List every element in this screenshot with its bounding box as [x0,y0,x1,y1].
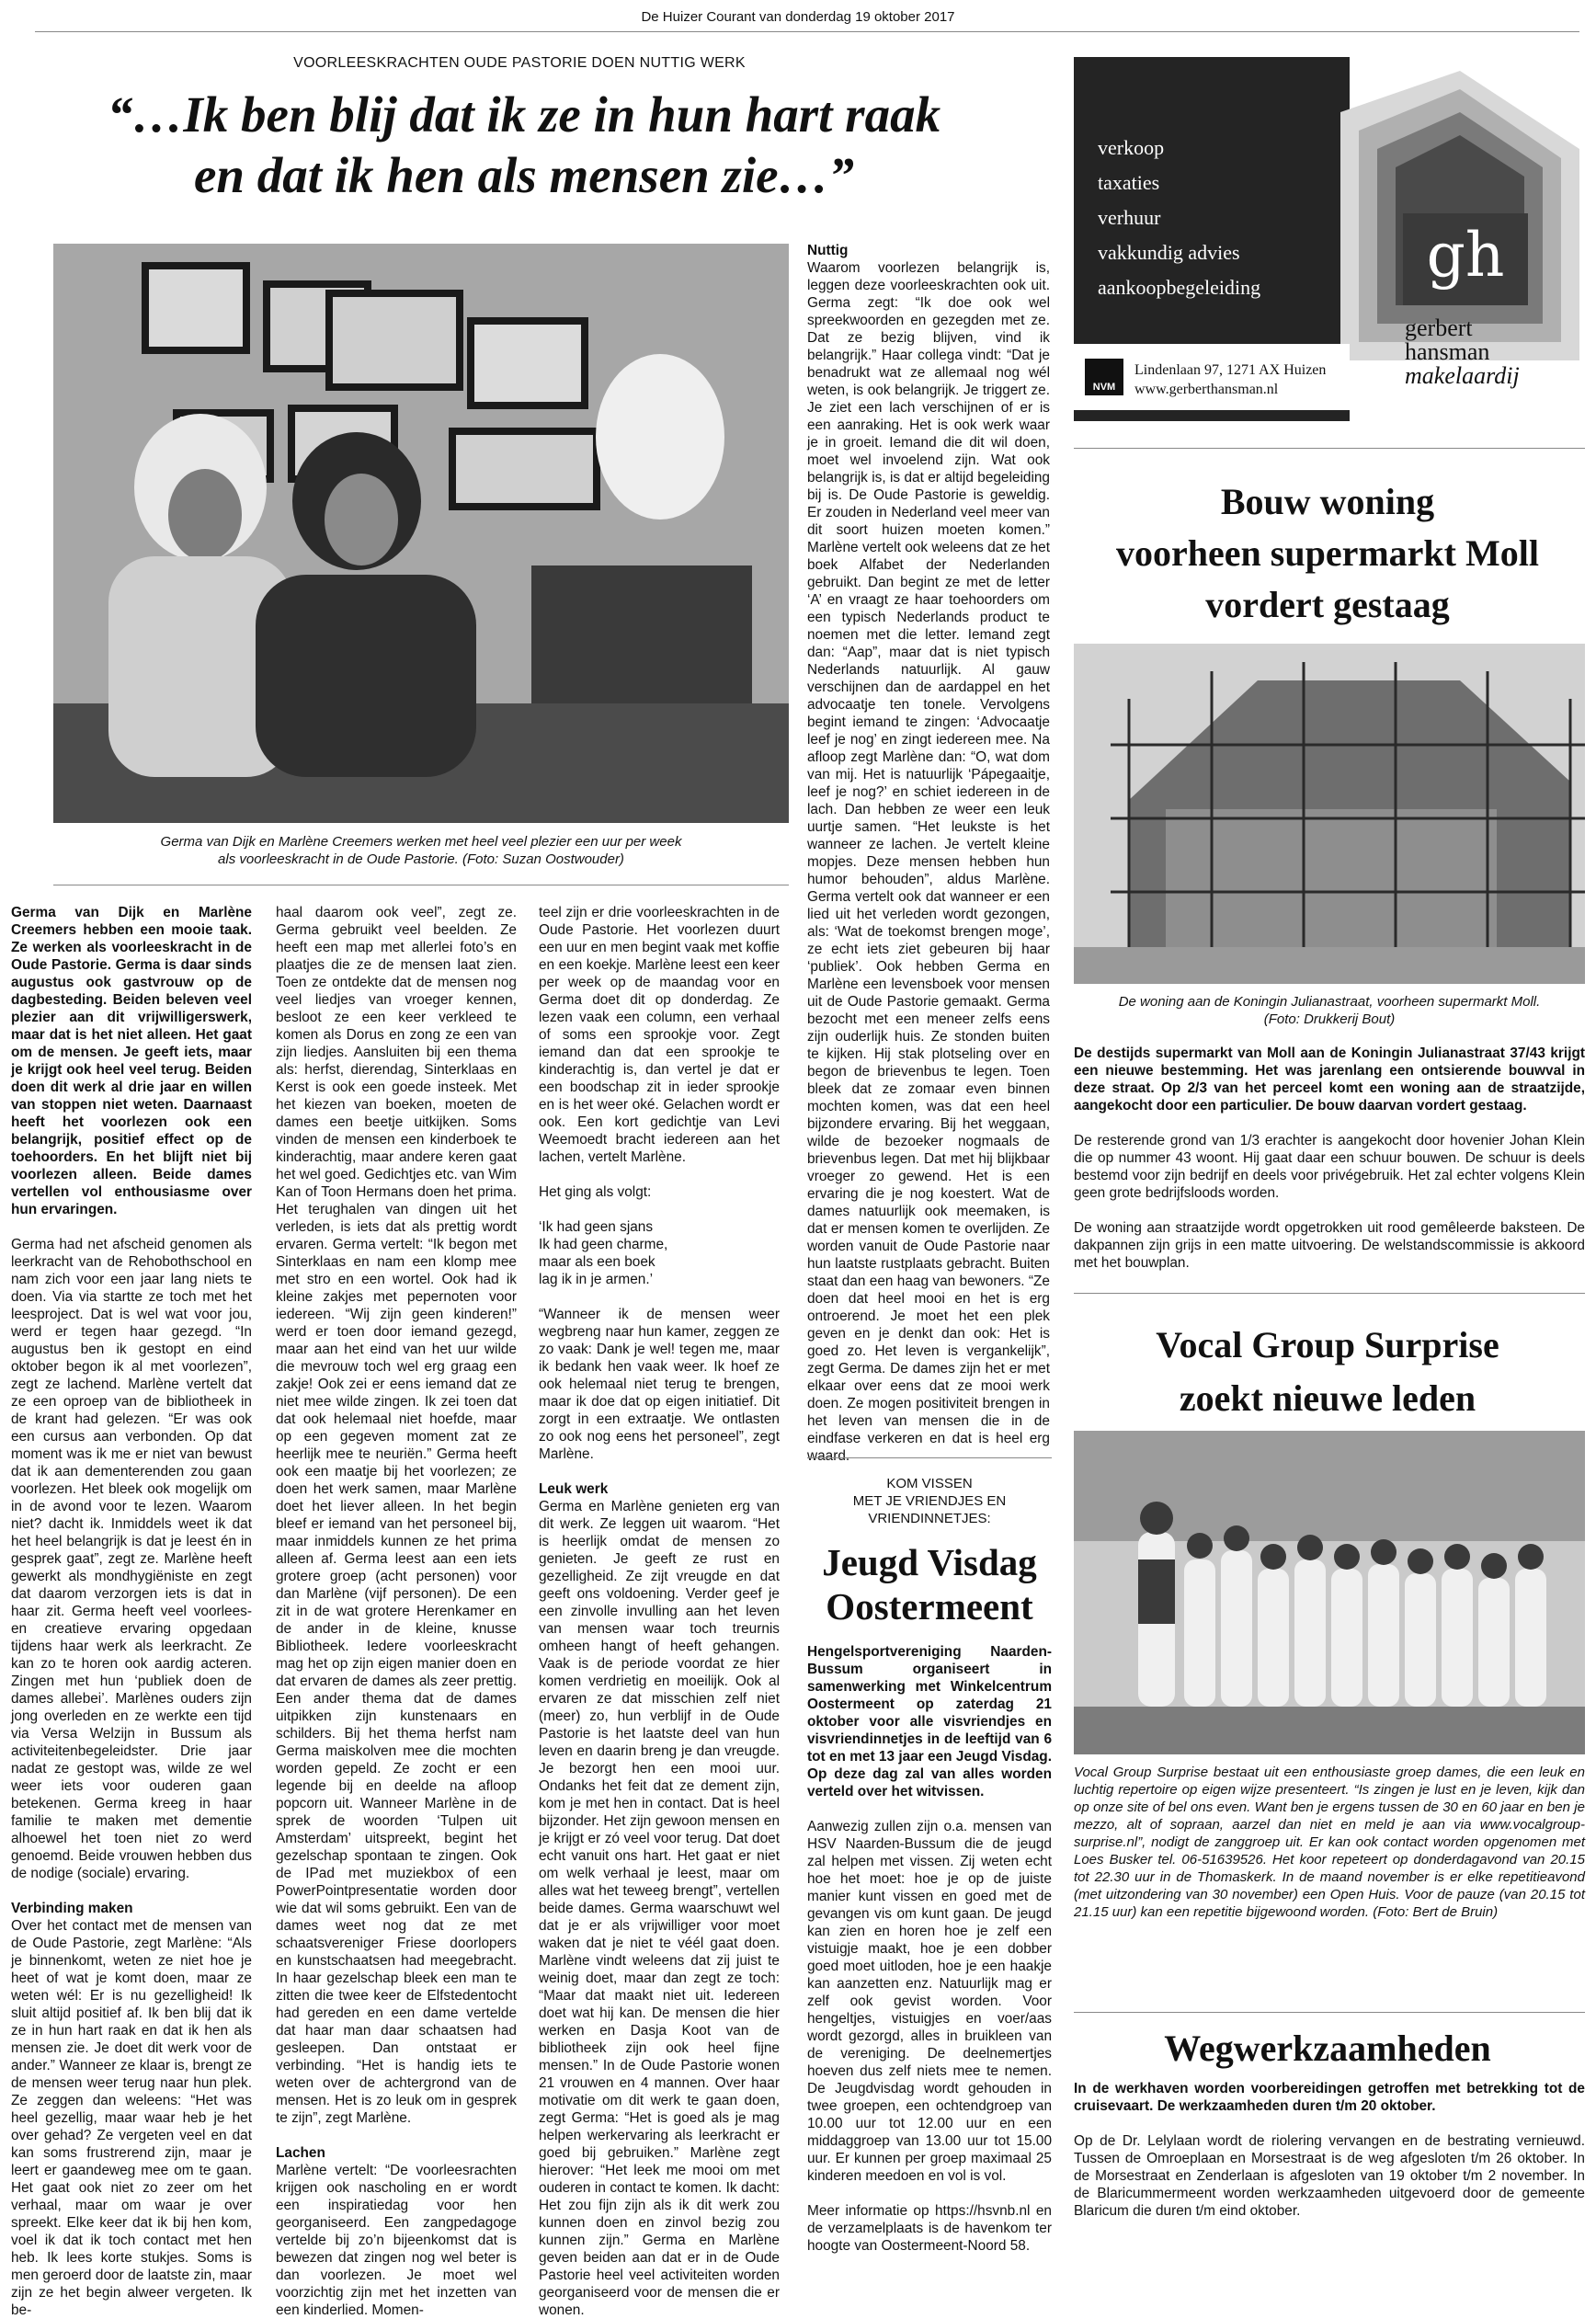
article-paragraph: Germa had net afscheid genomen als leerkracht van de Rehobothschool en nam zich voor een jaar lang niets te doen. Via via startte ze toch met het leesproject. Dat is wel wat voor jou, werd er tegen haar gezegd. “In augustus ben ik gestopt en eind oktober begon ik al met voorlezen”, zegt ze lachend. Marlène vertelt dat ze een oproep van de bibliotheek in de krant had gelezen. “Er was ook een cursus aan verbonden. Op dat moment was ik me er niet van bewust dat ik aan dementerenden zou gaan voorlezen. Het bleek ook mogelijk om in de avond voor te lezen. Waarom niet? dacht ik. Inmiddels weet ik dat het heel belangrijk is dat je leest én in gesprek gaat”, zegt ze. Marlène heeft gewerkt als mondhygiëniste en zegt dat daarom verzorgen iets is dat in haar zit. Germa heeft veel voorlees- en creatieve ervaring opgedaan tijdens haar werk als leerkracht. Ze kan zo te horen ook aardig acteren. Zingen met hun ‘publiek doen de dames allebei’. Marlènes ouders zijn jong overleden en ze werkte een tijd via Versa Welzijn in Bussum als activiteitenbegeleidster. Drie jaar nadat ze gestopt was, wilde ze wel weer iets voor ouderen gaan betekenen. Germa kreeg in haar familie te maken met dementie alhoewel het toen niet zo werd genoemd. Beide vrouwen hebben dus de nodige (sociale) ervaring. [11,1237,252,1881]
brand-line: hansman [1405,338,1490,365]
visdag-title-line: Jeugd Visdag [822,1541,1037,1583]
bouw-caption-line: (Foto: Drukkerij Bout) [1263,1011,1396,1027]
caption-line-2: als voorleeskracht in de Oude Pastorie. (Foto: Suzan Oostwouder) [218,851,624,867]
bouw-body [1074,1045,1585,1272]
voorlees-caption [53,833,789,868]
photo-illustration [53,244,789,823]
voorlees-photo [53,244,789,823]
vocal-headline-line: Vocal Group Surprise [1156,1324,1499,1365]
page-header: De Huizer Courant van donderdag 19 oktober 2017 [641,9,955,25]
bouw-caption [1074,993,1585,1028]
ad-address [1134,360,1326,399]
bouw-photo [1074,644,1585,984]
wegwerk-body [1074,2080,1585,2220]
bouw-headline-line: voorheen supermarkt Moll [1116,532,1539,574]
article-column-3 [539,904,780,2319]
ad-service-item: verkoop [1098,136,1165,159]
nvm-logo: NVM [1085,359,1123,395]
article-subheading: Nuttig [807,243,849,258]
wegwerk-paragraph: Op de Dr. Lelylaan wordt de riolering vervangen en de bestrating vernieuwd. Tussen de Omroeplaan en Morsestraat is de weg afgesloten t/m 26 oktober. In de Morsestraat en Zenderlaan is afgesloten van 19 oktober t/m 2 november. In de Blaricummermeent worden werkzaamheden uitgevoerd door de gemeente Blaricum die duren t/m eind oktober. [1074,2133,1585,2219]
bouw-headline-line: Bouw woning [1220,481,1435,522]
article-paragraph: teel zijn er drie voorleeskrachten in de Oude Pastorie. Het voorlezen duurt een uur en men begint vaak met koffie en een koekje. Marlène leest een keer per week op de maandag voor en Germa doet dit op donderdag. Ze lezen vaak een column, een verhaal of soms een sprookje voor. Zegt iemand dan dat een sprookje te kinderachtig is, dan vertel je dat er een boodschap zit in ieder sprookje en is het weer oké. Gelachen wordt er ook. Een kort gedichtje van Levi Weemoedt bracht iedereen aan het lachen, vertelt Marlène. Het ging als volgt: ‘Ik had geen sjans Ik had geen charme, maar als een boek lag ik in je armen.’ “Wanneer ik de mensen weer wegbreng naar hun kamer, zeggen ze zo vaak: Dank je wel! tegen me, maar ik bedank hen vaak weer. Ik hoef ze ook helemaal niet terug te brengen, maar ik doe dat op eigen initiatief. Dit zorgt in een extraatje. We ontlasten zo ook nog eens het personeel”, zegt Marlène. [539,905,780,1462]
visdag-title-line: Oostermeent [826,1585,1033,1628]
article-headline [37,85,1011,206]
vocal-headline [1066,1319,1589,1425]
vocal-photo [1074,1431,1585,1754]
bouw-paragraph: De resterende grond van 1/3 erachter is aangekocht door hovenier Johan Klein die op nummer 43 woont. Hij gaat daar een schuur bouwen. De schuur is deels bestemd voor zijn bedrijf en deels voor privégebruik. Het zal echter volgens Klein geen grote bedrijfsloods worden. [1074,1133,1585,1201]
visdag-title [807,1540,1052,1628]
ad-service-item: verhuur [1098,206,1161,229]
article-paragraph: Waarom voorlezen belangrijk is, leggen deze voorleeskrachten ook uit. Germa zegt: “Ik doe ook wel spreekwoorden en gezegden met ze. Dat ze bezig blijven, vind ik belangrijk.” Haar collega vindt: “Dat je benadrukt wat ze allemaal nog wél weten, is ook belangrijk. Je triggert ze. Je ziet een lach verschijnen of er is een aanraking. Het is ook werk waar je in groeit. Iemand die dit wil doen, moet wel invoelend zijn. Wat ook belangrijk is, is dat er altijd begeleiding bij is. De Oude Pastorie is geweldig. Er zouden in Nederland veel meer van dit soort huizen moeten komen.” Marlène vertelt ook weleens dat ze het boek Alfabet der Nederlanden gebruikt. Dan begint ze met de letter ‘A’ en vraagt ze haar toehoorders om een typisch Nederlands product te noemen met die letter. Iemand zegt dan: “Aap”, maar dat is niet typisch Nederlands natuurlijk. Al gauw verschijnen dan de aardappel en het advocaatje ten tonele. Vervolgens begint iemand te zingen: ‘Advocaatje leef je nog’ en zingt iedereen mee. Na afloop zegt Marlène dan: “O, wat dom van mij. Het is natuurlijk ‘Pápegaaitje, leef je nog?’ en schiet iedereen in de lach. Dan hebben ze weer een leuk uurtje samen. “Het leukste is het wanneer ze lachen. Je vertelt kleine mopjes. Deze mensen hebben hun humor behouden”, aldus Marlène. Germa vertelt ook dat wanneer er een lied uit het verleden wordt gezongen, als: ‘Wat de toekomst brengen moge’, ze echt iets ziet gebeuren bij haar ‘publiek’. Ook hebben Germa en Marlène een levensboek voor mensen uit de Oude Pastorie gemaakt. Germa bezocht met een meneer zelfs eens zijn ouderlijk huis. Ze stonden buiten te kijken. Hij stak plotseling over en begon de brievenbus te legen. Toen bleek dat ze zomaar even binnen mochten komen, was dat een heel bijzondere ervaring. Bij het weggaan, wilde de bezoeker nogmaals de brievenbus legen. Dat met hij blijkbaar vroeger zo gewend. Het is een ervaring die je nog koestert. Wat de dames natuurlijk ook meemaken, is dat er mensen komen te overlijden. Ze worden vanuit de Oude Pastorie naar hun laatste rustplaats gebracht. Buiten staat dan een haag van bewoners. “Ze doen dat heel mooi en het is erg ontroerend. Je moet het een plek geven en je denkt dan ook: Het is goed zo. Het leven is vergankelijk”, zegt Germa. De dames zijn het er met elkaar over eens dat ze mooi werk doen. Ze mogen positiviteit brengen in het leven van mensen die in de eindfase verkeren en dat is heel erg waard. [807,260,1050,1464]
gh-logo: gh [1403,213,1528,305]
article-paragraph: Germa en Marlène genieten erg van dit werk. Ze leggen uit waarom. “Het is heerlijk omdat de mensen zo genieten. Je geeft ze rust en gezelligheid. Ze zijt vreugde en dat geeft ons voldoening. Verder geef je een zinvolle invulling aan het leven van mensen waar toch treurnis omheen hangt of heeft gehangen. Vaak is de periode voordat ze hier komen verdrietig en moeilijk. Ook al ervaren ze dat misschien zelf niet (meer) zo, hun verblijf in de Oude Pastorie is het laatste deel van hun leven en daarin breng je dan vreugde. Je bezorgt hen een mooi uur. Ondanks het feit dat ze dement zijn, kom je met hen in contact. Dat is heel bijzonder. Het zijn gewoon mensen en je krijgt er zó veel voor terug. Dat doet echt vanuit ons hart. Het gaat er niet om welk verhaal je leest, maar om alles wat het teweeg brengt”, vertellen beide dames. Germa waarschuwt wel dat je er als vrijwilliger voor moet waken dat je niet te véél gaat doen. Marlène vindt weleens dat zij juist te weinig doet, maar dan zegt ze toch: “Maar dat maakt niet uit. Iedereen doet wat hij kan. De mensen die hier werken en Dasja Koot van de bibliotheek zijn ook heel fijne mensen.” In de Oude Pastorie wonen 21 vrouwen en 4 mannen. Over haar motivatie om dit werk te gaan doen, zegt Germa: “Het is goed als je mag helpen werkervaring als leerkracht er goed bij gebruiken.” Marlène zegt hierover: “Het leek me mooi om met ouderen in contact te komen. Ik dacht: Het zou fijn zijn als ik dit werk zou kunnen doen en zinvol bezig zou kunnen zijn.” Germa en Marlène geven beiden aan dat er in de Oude Pastorie heel veel activiteiten worden georganiseerd voor de mensen die er wonen. [539,1499,780,2318]
visdag-kicker-line: KOM VISSEN [886,1476,973,1491]
visdag-kicker [807,1475,1052,1527]
bouw-divider [1074,1293,1585,1294]
visdag-paragraph: Meer informatie op https://hsvnb.nl en de verzamelplaats is de havenkom ter hoogte van Oostermeent-Noord 58. [807,2203,1052,2254]
vocal-divider [1074,2012,1585,2013]
wegwerk-intro: In de werkhaven worden voorbereidingen getroffen met betrekking tot de cruisevaart. De werkzaamheden duren t/m 20 oktober. [1074,2081,1585,2114]
ad-service-item: vakkundig advies [1098,241,1240,264]
caption-line-1: Germa van Dijk en Marlène Creemers werken met heel veel plezier een uur per week [160,834,682,850]
article-column-1 [11,904,252,2319]
wegwerk-headline: Wegwerkzaamheden [1164,2028,1491,2069]
ad-services [1098,131,1260,305]
choir-illustration [1074,1431,1585,1754]
article-intro: Germa van Dijk en Marlène Creemers hebben een mooie taak. Ze werken als voorleeskracht in de Oude Pastorie. Germa is daar sinds augustus ook gastvrouw op de dagbesteding. Beiden beleven veel plezier aan dit vrijwilligerswerk, maar dat is het niet alleen. Het gaat om de mensen. Je geeft iets, maar je krijgt ook heel veel terug. Beiden doen dit werk al drie jaar en willen van stoppen niet weten. Daarnaast heeft het voorlezen ook een belangrijk, positief effect op de toehoorders. En het blijft niet bij voorlezen alleen. Beide dames vertellen vol enthousiasme over hun ervaringen. [11,905,252,1217]
ad-service-item: taxaties [1098,171,1160,194]
article-kicker: VOORLEESKRACHTEN OUDE PASTORIE DOEN NUTTIG WERK [293,55,746,71]
ad-divider [1074,448,1585,449]
article-column-4 [807,242,1050,1465]
vocal-headline-line: zoekt nieuwe leden [1179,1377,1476,1419]
visdag-paragraph: Aanwezig zullen zijn o.a. mensen van HSV Naarden-Bussum die de jeugd zal helpen met vissen. Zij weten echt hoe het moet: hoe je op de juiste manier kunt vissen en goed met de gevangen vis om kunt gaan. De jeugd kan zien en horen hoe je zelf een vistuigje maakt, hoe je een dobber goed moet uitloden, hoe je een haakje kan aanzetten enz. Natuurlijk mag er zelf ook gevist worden. Voor hengeltjes, vistuigjes en voer/aas wordt gezorgd, alles in bruikleen van de vereniging. De deelnemertjes hoeven dus zelf niets mee te nemen. De Jeugdvisdag wordt gehouden in twee groepen, een ochtendgroep van 10.00 uur tot 12.00 uur en een middaggroep van 13.00 uur tot 15.00 uur. Er kunnen per groep maximaal 25 kinderen meedoen en vol is vol. [807,1819,1052,2184]
article-subheading: Leuk werk [539,1481,609,1497]
article-paragraph: haal daarom ook veel”, zegt ze. Germa gebruikt veel beelden. Ze heeft een map met allerlei foto’s en plaatjes die ze de mensen laat zien. Toen ze ontdekte dat de mensen nog veel liedjes van vroeger kennen, besloot ze een keer verkleed te komen als Dorus en zong ze een van zijn liedjes. Aansluiten bij een thema als: herfst, dierendag, Sinterklaas en Kerst is ook een goede insteek. Met het kiezen van boeken, moeten de dames een beetje uitkijken. Soms vinden de mensen een kinderboek te kinderachtig, maar andere keren gaat het wel goed. Gedichtjes etc. van Wim Kan of Toon Hermans doen het prima. Het terughalen van dingen uit het verleden, is iets dat als prettig wordt ervaren. Germa vertelt: “Ik begon met Sinterklaas en nam een klomp mee met stro en een wortel. Ook had ik kleine zakjes met pepernoten voor iedereen. “Wij zijn geen kinderen!” werd er toen door iemand gezegd, maar aan het eind van het uur wilde die mevrouw toch wel erg graag een zakje! Ook zei er eens iemand dat ze niet mee wilde zingen. Ik zei toen dat dat ook helemaal niet hoefde, maar op een gegeven moment zat ze heerlijk mee te neuriën.” Germa heeft ook een maatje bij het voorlezen; ze doen het werk samen, maar Marlène doet het liever alleen. In het begin bleef er iemand van het personeel bij, maar inmiddels kunnen ze het prima alleen af. Germa leest aan een iets grotere groep (acht personen) voor dan Marlène (vijf personen). De een zit in de wat grotere Herenkamer en de ander in de kleine, knusse Bibliotheek. Iedere voorleeskracht mag het op zijn eigen manier doen en dat ervaren de dames als zeer prettig. Een ander thema dat de dames uitpikken zijn kunstenaars en schilders. Bij het thema herfst nam Germa maiskolven mee die mochten worden gepeld. Ze zocht er een legende bij en deelde na afloop popcorn uit. Wanneer Marlène in de sprek de woorden ‘Tulpen uit Amsterdam’ uitspreekt, begint het gezelschap spontaan te zingen. Ook de IPad met muziekbox of een PowerPointpresentatie worden door wie dat wil soms gebruikt. Een van de dames weet nog dat ze met schaatsvereniger Friese doorlopers en kunstschaatsen had meegebracht. In haar gezelschap bleek een man te zitten die twee keer de Elfstedentocht had gereden en een dame vertelde dat haar man daar schaatsen had gesleepen. Dan ontstaat er verbinding. “Het is handig iets te weten over de achtergrond van de mensen. Het is zo leuk om in gesprek te zijn”, zegt Marlène. [276,905,517,2126]
article-column-2 [276,904,517,2319]
ad-brand [1405,316,1520,388]
headline-line-2: en dat ik hen als mensen zie…” [193,147,855,203]
ad-address-line: Lindenlaan 97, 1271 AX Huizen [1134,362,1327,378]
visdag-kicker-line: VRIENDINNETJES: [868,1511,991,1526]
article-paragraph: Marlène vertelt: “De voorleesrachten krijgen ook nascholing en er wordt een inspiratiedag voor hen georganiseerd. Een zangpedagoge vertelde bij zo’n bijeenkomst dat is bewezen dat zingen nog wel beter is dan voorlezen. Je moet wel voorzichtig zijn met het inzetten van een kinderlied. Momen- [276,2163,517,2318]
bouw-caption-line: De woning aan de Koningin Julianastraat, voorheen supermarkt Moll. [1118,994,1541,1010]
ad-service-item: aankoopbegeleiding [1098,276,1261,299]
article-subheading: Verbinding maken [11,1901,133,1916]
brand-line: makelaardij [1405,362,1520,389]
bouw-intro: De destijds supermarkt van Moll aan de Koningin Julianastraat 37/43 krijgt een nieuwe bestemming. Het was jarenlang een ontsierende bouwval in deze straat. Op 2/3 van het perceel komt een woning aan de straatzijde, aangekocht door een particulier. De bouw daarvan vordert gestaag. [1074,1045,1585,1114]
header-rule [35,31,1579,32]
article-paragraph: Over het contact met de mensen van de Oude Pastorie, zegt Marlène: “Als je binnenkomt, weten ze niet hoe je heet of wat je komt doen, maar ze weten wél: Er is nu gezelligheid! Ik sluit altijd positief af. Ik ben blij dat ik ze in hun hart raak en dat ik hen als mensen zie. Je doet dit werk voor de ander.” Wanneer ze klaar is, brengt ze de mensen weer terug naar hun plek. Ze zeggen dan weleens: “Het was heel gezellig, maar waar heb je het over gehad? Ze vergeten veel en dat kan soms frustrerend zijn, maar je leert er gaandeweg mee om te gaan. Het gaat ook niet zo zeer om het verhaal, maar om waar je over spreekt. Elke keer dat ik bij hen kom, voel ik dat ik toch contact met hen heb. Ik lees korte stukjes. Soms is men geroerd door de laatste zin, maar zijn ze het begin alweer vergeten. Ik be- [11,1918,252,2318]
brand-line: gerbert [1405,314,1473,341]
vocal-caption: Vocal Group Surprise bestaat uit een enthousiaste groep dames, die een leuk en luchtig repertoire op eigen wijze presenteert. “Is zingen je lust en je leven, kijk dan op onze site of bel ons even. Want ben je ergens tussen de 30 en 60 jaar en ben je mezzo, alt of sopraan, aarzel dan niet en meld je aan via www.vocalgroup-surprise.nl”, nodigt de zanggroep uit. Er kan ook contact worden opgenomen met Loes Busker tel. 06-51639526. Het koor repeteert op donderdagavond van 20.15 tot 22.30 uur in de Thomaskerk. In de maand november is er elke repetitieavond (met uitzondering van 30 november) een Open Huis. Voor de pauze (van 20.15 tot 21.15 uur) kan een repetitie bijgewoond worden. (Foto: Bert de Bruin) [1074,1765,1585,1920]
headline-line-1: “…Ik ben blij dat ik ze in hun hart raak [107,86,941,143]
bouw-headline-line: vordert gestaag [1205,584,1450,625]
gerbert-hansman-ad [1074,57,1585,421]
visdag-box [807,1457,1052,2254]
article-subheading: Lachen [276,2145,325,2161]
bouw-headline [1066,476,1589,631]
construction-illustration [1074,644,1585,984]
bouw-paragraph: De woning aan straatzijde wordt opgetrokken uit rood gemêleerde baksteen. De dakpannen zijn grijs in een matte uitvoering. De welstandscommissie is akkoord met het bouwplan. [1074,1220,1585,1271]
visdag-intro: Hengelsportvereniging Naarden-Bussum organiseert in samenwerking met Winkelcentrum Oostermeent op zaterdag 21 oktober voor alle visvriendjes en visvriendinnetjes in de leeftijd van 6 tot en met 13 jaar een Jeugd Visdag. Op deze dag zal van alles worden verteld over het witvissen. [807,1644,1052,1799]
visdag-kicker-line: MET JE VRIENDJES EN [852,1493,1007,1509]
ad-web: www.gerberthansman.nl [1134,382,1279,397]
